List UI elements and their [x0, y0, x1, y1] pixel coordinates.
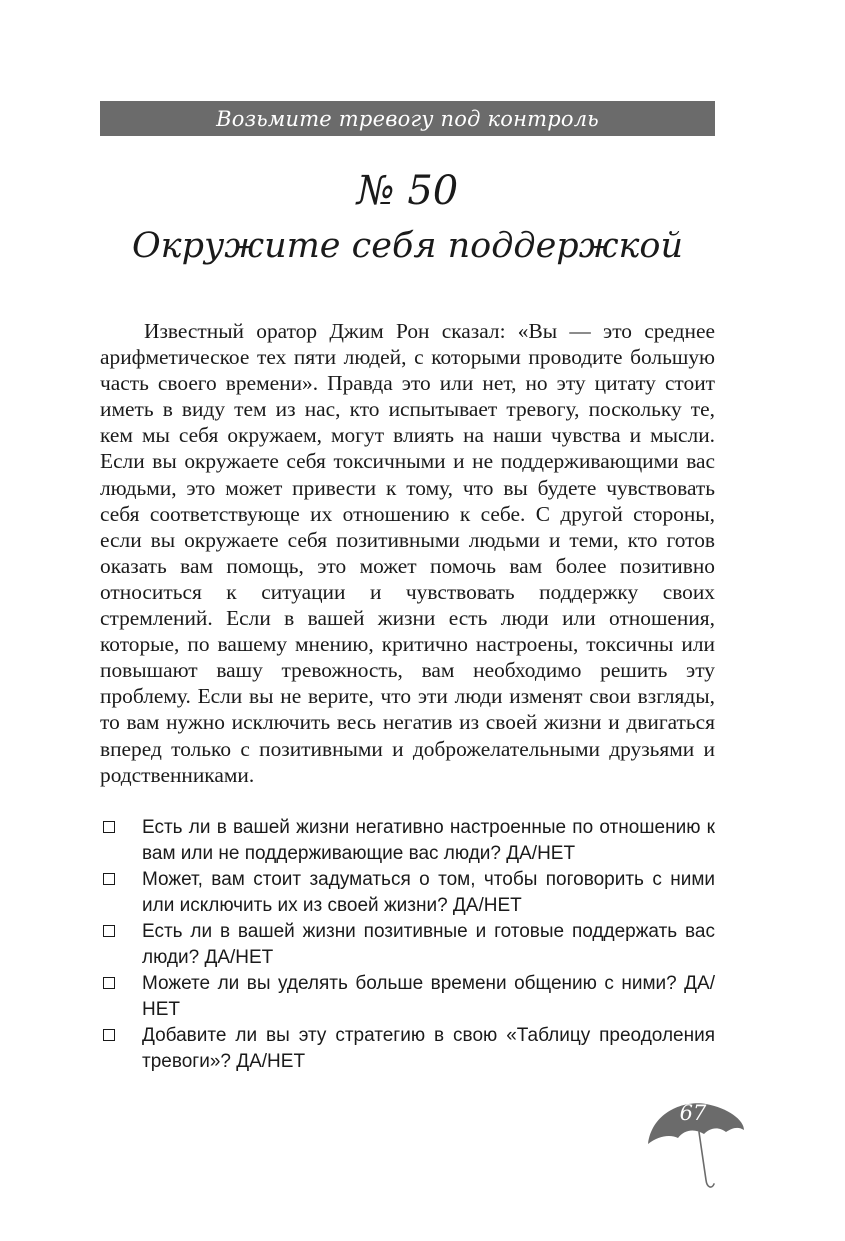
running-title: Возьмите тревогу под контроль	[216, 106, 599, 131]
checklist-item	[100, 1023, 715, 1075]
checklist-item-text: Есть ли в вашей жизни позитивные и готовые поддержать вас люди? ДА/НЕТ	[142, 921, 715, 968]
checklist-item-text: Может, вам стоит задуматься о том, чтобы поговорить с ними или исключить их из своей жизни? ДА/НЕТ	[142, 869, 715, 916]
checklist-item-text: Есть ли в вашей жизни негативно настроенные по отношению к вам или не поддерживающие вас люди? ДА/НЕТ	[142, 817, 715, 864]
checklist-item	[100, 815, 715, 867]
checklist-item	[100, 867, 715, 919]
umbrella-handle	[699, 1132, 714, 1187]
page-number: 67	[679, 1101, 707, 1125]
checklist-item	[100, 919, 715, 971]
checklist-item-text: Добавите ли вы эту стратегию в свою «Таблицу преодоления тревоги»? ДА/НЕТ	[142, 1025, 715, 1072]
checkbox-icon[interactable]	[103, 977, 115, 989]
checkbox-icon[interactable]	[103, 1029, 115, 1041]
chapter-title: Окружите себя поддержкой	[131, 226, 684, 266]
checklist-item-text: Можете ли вы уделять больше времени общению с ними? ДА/НЕТ	[142, 973, 715, 1020]
checklist	[100, 815, 715, 1075]
checklist-item	[100, 971, 715, 1023]
checkbox-icon[interactable]	[103, 925, 115, 937]
checkbox-icon[interactable]	[103, 873, 115, 885]
checkbox-icon[interactable]	[103, 821, 115, 833]
running-header	[100, 101, 715, 136]
body-paragraph: Известный оратор Джим Рон сказал: «Вы — это среднее арифметическое тех пяти людей, с которыми проводите большую часть своего времени». Правда это или нет, но эту цитату стоит иметь в виду тем из нас, кто испытывает тревогу, поскольку те, кем мы себя окружаем, могут влиять на наши чувства и мысли. Если вы окружаете себя токсичными и не поддерживающими вас людьми, это может привести к тому, что вы будете чувствовать себя соответствующе их отношению к себе. С другой стороны, если вы окружаете себя позитивными людьми и теми, кто готов оказать вам помощь, это может помочь вам более позитивно относиться к ситуации и чувствовать поддержку своих стремлений. Если в вашей жизни есть люди или отношения, которые, по вашему мнению, критично настроены, токсичны или повышают вашу тревожность, вам необходимо решить эту проблему. Если вы не верите, что эти люди изменят свои взгляды, то вам нужно исключить весь негатив из своей жизни и двигаться вперед только с позитивными и доброжелательными друзьями и родственниками.	[100, 319, 715, 787]
chapter-number: № 50	[356, 168, 459, 214]
